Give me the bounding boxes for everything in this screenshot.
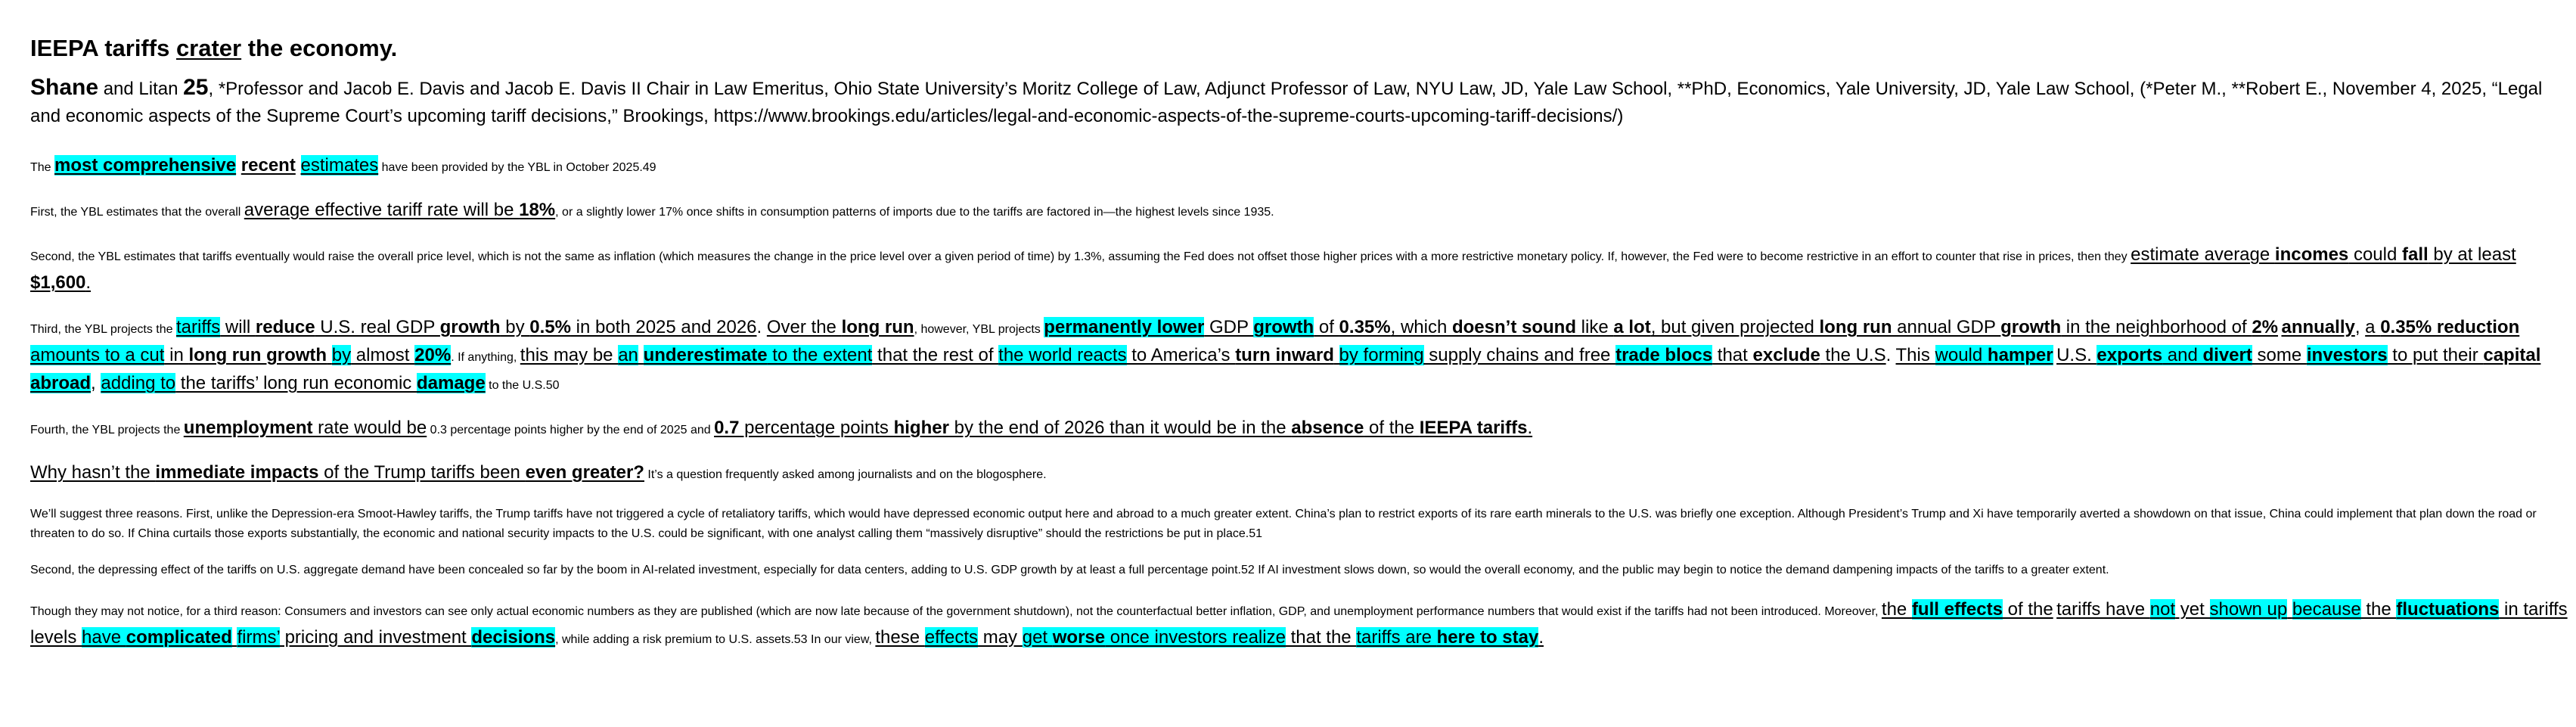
text: Though they may not notice, for a third reason: Consumers and investors can see only actual economic numbers as they are published (which are now late because of the government shutdown), not the counterfactual better inflation, GDP, and unemployment performance numbers that would exist if the tariffs had not been introduced. Moreover, <box>30 605 1882 618</box>
evidence-paragraph-3 <box>30 242 2576 298</box>
emphasis: exclude <box>1752 345 1820 365</box>
underlined: of the Trump tariffs been <box>318 462 526 483</box>
underlined: this may be <box>520 345 619 365</box>
underlined: by at least <box>2428 244 2516 265</box>
underlined: . <box>1527 418 1533 438</box>
emphasis: 0.5% <box>529 317 571 337</box>
highlight: permanently lower <box>1044 317 1205 337</box>
emphasis: growth <box>439 317 501 337</box>
text: . <box>1885 345 1896 365</box>
underlined: in <box>164 345 189 365</box>
highlight: decisions <box>471 627 556 648</box>
underlined: of the <box>1364 418 1420 438</box>
text: The <box>30 161 55 174</box>
highlight: because <box>2292 599 2361 620</box>
emphasis: 18% <box>519 200 556 220</box>
underlined: like <box>1575 317 1614 337</box>
highlight: amounts to a cut <box>30 345 165 365</box>
highlight: here to stay <box>1436 627 1539 648</box>
highlight: the world reacts <box>998 345 1127 365</box>
text: Second, the depressing effect of the tariffs on U.S. aggregate demand have been concealed so far by the boom in AI-related investment, especially for data centers, adding to U.S. GDP growth by at least a full percentage point.52 If AI investment slows down, so would the overall economy, and the public may begin to notice the demand dampening impacts of the tariffs to a greater extent. <box>30 564 2109 576</box>
underlined: will <box>220 317 256 337</box>
text: 0.3 percentage points higher by the end of 2025 and <box>427 424 715 437</box>
emphasis: immediate impacts <box>155 462 319 483</box>
highlight: complicated <box>126 627 232 648</box>
cite-year: 25 <box>183 75 209 100</box>
underlined: the U.S <box>1820 345 1886 365</box>
emphasis: recent <box>241 155 296 176</box>
underlined <box>1334 345 1339 365</box>
card-citation <box>30 74 2576 130</box>
underlined: percentage points <box>739 418 894 438</box>
highlight: have <box>82 627 126 648</box>
highlight: by <box>331 345 352 365</box>
underlined: these <box>875 627 925 648</box>
emphasis: unemployment <box>183 418 313 438</box>
highlight: damage <box>416 373 486 393</box>
underlined: U.S. real GDP <box>315 317 440 337</box>
underlined: that the rest of <box>872 345 999 365</box>
evidence-paragraph-2 <box>30 197 2576 225</box>
underlined: This <box>1895 345 1935 365</box>
highlight: once investors realize <box>1105 627 1286 648</box>
cite-body: , *Professor and Jacob E. Davis and Jacob E. Davis II Chair in Law Emeritus, Ohio State University’s Moritz College of Law, Adjunct Professor of Law, NYU Law, JD, Yale Law School, **PhD, Economics, Yale University, JD, Yale Law School, (*Peter M., **Robert E., November 4, 2025, “Legal and economic aspects of the Supreme Court’s upcoming tariff decisions,” Brookings, https://www.brookings.edu/articles/legal-and-economic-aspects-of-the-supreme-courts-upcoming-tariff-decisions/) <box>30 79 2543 126</box>
highlight: adding to <box>101 373 176 393</box>
highlight: underestimate <box>643 345 768 365</box>
highlight: estimates <box>300 155 379 176</box>
highlight: and <box>2162 345 2203 365</box>
emphasis: fall <box>2402 244 2429 265</box>
highlight: get <box>1022 627 1053 648</box>
text: . <box>756 317 767 337</box>
evidence-paragraph-8 <box>30 561 2576 580</box>
highlight: an <box>618 345 638 365</box>
underlined: estimate average <box>2131 244 2275 265</box>
text: Fourth, the YBL projects the <box>30 424 184 437</box>
emphasis: $1,600 <box>30 272 86 293</box>
underlined: the <box>2360 599 2397 620</box>
underlined: by the end of 2026 than it would be in the <box>948 418 1292 438</box>
text: to the U.S.50 <box>485 379 560 392</box>
emphasis: long run <box>841 317 914 337</box>
emphasis: 2% <box>2252 317 2279 337</box>
underlined: to America’s <box>1126 345 1236 365</box>
text: . If anything, <box>451 351 520 364</box>
emphasis: IEEPA tariffs <box>1419 418 1528 438</box>
underlined: to put their <box>2387 345 2484 365</box>
underlined: Over the <box>766 317 842 337</box>
underlined: rate would be <box>312 418 427 438</box>
underlined: a <box>2365 317 2381 337</box>
emphasis: growth <box>2000 317 2062 337</box>
underlined: in tariffs levels <box>30 599 2568 648</box>
emphasis: reduce <box>255 317 315 337</box>
emphasis: long run growth <box>188 345 327 365</box>
evidence-paragraph-6 <box>30 460 2576 488</box>
cite-author: Shane <box>30 75 99 100</box>
underlined <box>327 345 332 365</box>
text: First, the YBL estimates that the overall <box>30 206 244 219</box>
underlined: yet <box>2175 599 2210 620</box>
highlight: trade blocs <box>1615 345 1713 365</box>
underlined: tariffs have <box>2056 599 2150 620</box>
text: Second, the YBL estimates that tariffs eventually would raise the overall price level, which is not the same as inflation (which measures the change in the price level over a given period of time) by 1.3%, assuming the Fed does not offset those higher prices with a more restrictive monetary policy. If, however, the Fed were to become restrictive in an effort to counter that rise in prices, then they <box>30 250 2131 263</box>
highlight: to the extent <box>767 345 873 365</box>
underlined: supply chains and free <box>1423 345 1616 365</box>
highlight: abroad <box>30 373 92 393</box>
underlined: pricing and investment <box>279 627 472 648</box>
underlined: of <box>1314 317 1339 337</box>
underlined <box>638 345 644 365</box>
text: , <box>91 373 101 393</box>
highlight: by forming <box>1339 345 1424 365</box>
text: , or a slightly lower 17% once shifts in consumption patterns of imports due to the tariffs are factored in—the highest levels since 1935. <box>555 206 1274 219</box>
underlined <box>2287 599 2292 620</box>
underlined: average effective tariff rate will be <box>244 200 520 220</box>
tag-text: IEEPA tariffs <box>30 35 176 61</box>
highlight: growth <box>1253 317 1314 337</box>
highlight: not <box>2149 599 2176 620</box>
text: Third, the YBL projects the <box>30 323 176 336</box>
emphasis: 0.35% reduction <box>2380 317 2520 337</box>
highlight: investors <box>2306 345 2388 365</box>
underlined: of the <box>2002 599 2053 620</box>
tag-text: the economy. <box>241 35 398 61</box>
highlight: effects <box>924 627 979 648</box>
underlined: in the neighborhood of <box>2061 317 2252 337</box>
card-tag <box>30 33 2576 64</box>
evidence-paragraph-1 <box>30 153 2576 181</box>
emphasis: absence <box>1291 418 1364 438</box>
emphasis: a lot <box>1613 317 1651 337</box>
underlined: Why hasn’t the <box>30 462 156 483</box>
text <box>236 155 241 176</box>
underlined: U.S. <box>2056 345 2097 365</box>
highlight: exports <box>2096 345 2163 365</box>
highlight: divert <box>2202 345 2252 365</box>
emphasis: 0.7 <box>714 418 740 438</box>
underlined: . <box>1538 627 1544 648</box>
tag-text-underlined: crater <box>175 35 242 61</box>
highlight: fluctuations <box>2396 599 2500 620</box>
emphasis: long run <box>1819 317 1892 337</box>
highlight: would <box>1935 345 1988 365</box>
underlined: . <box>85 272 92 293</box>
evidence-paragraph-7 <box>30 505 2576 544</box>
text: , while adding a risk premium to U.S. assets.53 In our view, <box>555 633 876 646</box>
emphasis: doesn’t sound <box>1451 317 1576 337</box>
underlined: , but given projected <box>1650 317 1820 337</box>
emphasis: capital <box>2483 345 2541 365</box>
highlight: hamper <box>1987 345 2053 365</box>
emphasis: turn inward <box>1235 345 1334 365</box>
emphasis: higher <box>893 418 949 438</box>
emphasis: annually <box>2281 317 2355 337</box>
cite-coauthor: and Litan <box>98 79 184 99</box>
highlight: worse <box>1052 627 1106 648</box>
underlined: could <box>2348 244 2402 265</box>
evidence-paragraph-9 <box>30 597 2576 653</box>
emphasis: incomes <box>2274 244 2349 265</box>
underlined: that <box>1712 345 1753 365</box>
text: , however, YBL projects <box>914 323 1044 336</box>
emphasis: even greater? <box>525 462 644 483</box>
emphasis: 0.35% <box>1339 317 1391 337</box>
highlight: most comprehensive <box>54 155 237 176</box>
underlined: the tariffs’ long run economic <box>175 373 417 393</box>
evidence-paragraph-4 <box>30 315 2576 399</box>
highlight: full effects <box>1911 599 2003 620</box>
highlight: tariffs <box>176 317 221 337</box>
underlined: GDP <box>1204 317 1254 337</box>
highlight: tariffs are <box>1356 627 1437 648</box>
text <box>296 155 301 176</box>
underlined: the <box>1881 599 1912 620</box>
underlined: annual GDP <box>1892 317 2001 337</box>
text: have been provided by the YBL in October 2025.49 <box>378 161 656 174</box>
underlined: in both 2025 and 2026 <box>570 317 757 337</box>
evidence-paragraph-5 <box>30 415 2576 443</box>
underlined: , which <box>1390 317 1452 337</box>
underlined: may <box>978 627 1023 648</box>
underlined: some <box>2252 345 2307 365</box>
highlight: firms’ <box>237 627 280 648</box>
highlight: 20% <box>414 345 452 365</box>
highlight: shown up <box>2209 599 2288 620</box>
text: It’s a question frequently asked among journalists and on the blogosphere. <box>644 468 1047 481</box>
text: , <box>2354 317 2366 337</box>
underlined: that the <box>1285 627 1357 648</box>
text: We’ll suggest three reasons. First, unlike the Depression-era Smoot-Hawley tariffs, the Trump tariffs have not triggered a cycle of retaliatory tariffs, which would have depressed economic output here and abroad to a much greater extent. China’s plan to restrict exports of its rare earth minerals to the U.S. was briefly one exception. Although President’s Trump and Xi have temporarily averted a showdown on that issue, China could implement that plan down the road or threaten to do so. If China curtails those exports substantially, the economic and national security impacts to the U.S. could be significant, with one analyst calling them “massively disruptive” should the restrictions be put in place.51 <box>30 508 2537 540</box>
underlined: by <box>500 317 530 337</box>
underlined: almost <box>351 345 415 365</box>
